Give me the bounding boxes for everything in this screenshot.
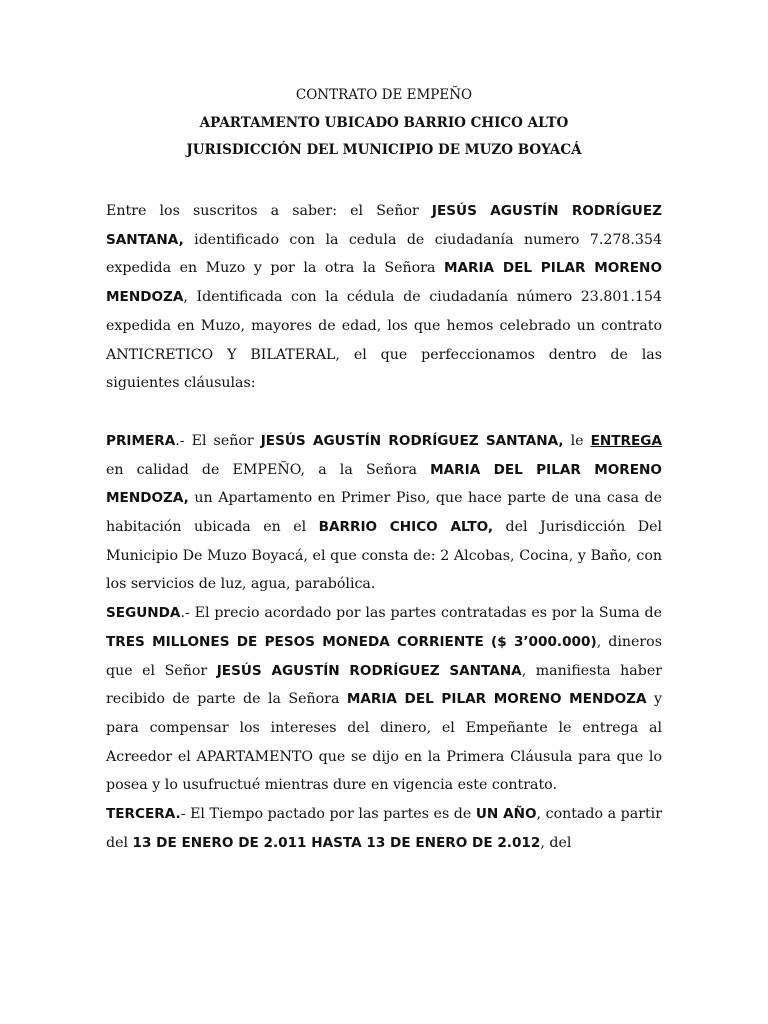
primera-text-segment: en calidad de EMPEÑO, a la Señora xyxy=(106,461,431,478)
primera-text-segment: MARIA DEL PILAR MORENO MENDOZA, xyxy=(106,461,662,507)
clause-segunda xyxy=(106,599,662,800)
segunda-text-segment: JESÚS AGUSTÍN RODRÍGUEZ SANTANA xyxy=(216,662,522,679)
primera-text-segment: PRIMERA xyxy=(106,432,176,449)
tercera-text-segment: , del xyxy=(540,834,572,851)
intro-text-segment: Entre los suscritos a saber: el Señor xyxy=(106,203,432,219)
primera-text-segment: JESÚS AGUSTÍN RODRÍGUEZ SANTANA, xyxy=(260,432,564,449)
segunda-text-segment: , dineros que el Señor xyxy=(106,633,662,679)
segunda-text-segment: y para compensar los intereses del dinero, el Empeñante le entrega al Acreedor el APARTAMENTO que se dijo en la Primera Cláusula para que lo posea y lo usufructué mientras dure en vigencia este contrato. xyxy=(106,691,663,794)
intro-text-segment: identificado con la cedula de ciudadanía numero 7.278.354 expedida en Muzo y por la otra la Señora xyxy=(106,231,662,277)
segunda-text-segment: TRES MILLONES DE PESOS MONEDA CORRIENTE ($ 3’000.000) xyxy=(106,633,597,650)
document-subtitle-property: APARTAMENTO UBICADO BARRIO CHICO ALTO xyxy=(199,115,569,131)
primera-text-segment: un Apartamento en Primer Piso, que hace parte de una casa de habitación ubicada en el xyxy=(106,490,662,536)
primera-text-segment: del Jurisdicción Del Municipio De Muzo Boyacá, el que consta de: 2 Alcobas, Cocina, y Baño, con los servicios de luz, agua, parabólica. xyxy=(106,519,663,593)
segunda-text-segment: SEGUNDA xyxy=(106,605,181,622)
segunda-text-segment: MARIA DEL PILAR MORENO MENDOZA xyxy=(346,691,647,708)
clause-primera xyxy=(106,427,662,599)
intro-text-segment: , Identificada con la cédula de ciudadanía número 23.801.154 expedida en Muzo, mayores de edad, los que hemos celebrado un contrato ANTICRETICO Y BILATERAL, el que perfeccionamos dentro de las siguientes cláusulas: xyxy=(106,289,662,392)
tercera-text-segment: TERCERA. xyxy=(106,806,181,823)
primera-text-segment: le xyxy=(563,432,591,449)
intro-text-segment: JESÚS AGUSTÍN RODRÍGUEZ SANTANA, xyxy=(106,203,662,248)
tercera-text-segment: - El Tiempo pactado por las partes es de xyxy=(180,806,476,823)
tercera-text-segment: UN AÑO xyxy=(475,806,537,823)
segunda-text-segment: .- El precio acordado por las partes contratadas es por la Suma de xyxy=(180,605,662,622)
primera-text-segment: BARRIO CHICO ALTO, xyxy=(318,519,494,536)
tercera-text-segment: 13 DE ENERO DE 2.011 HASTA 13 DE ENERO DE 2.012 xyxy=(132,834,541,851)
primera-text-segment: .- El señor xyxy=(175,432,261,449)
clause-tercera xyxy=(106,800,662,857)
intro-paragraph xyxy=(106,197,662,398)
primera-text-segment: ENTREGA xyxy=(590,432,662,449)
segunda-text-segment: , manifiesta haber recibido de parte de la Señora xyxy=(106,662,663,708)
document-subtitle-jurisdiction: JURISDICCIÓN DEL MUNICIPIO DE MUZO BOYACÁ xyxy=(186,142,582,158)
intro-text-segment: MARIA DEL PILAR MORENO MENDOZA xyxy=(106,260,662,306)
document-title: CONTRATO DE EMPEÑO xyxy=(295,87,473,103)
tercera-text-segment: , contado a partir del xyxy=(106,806,662,851)
